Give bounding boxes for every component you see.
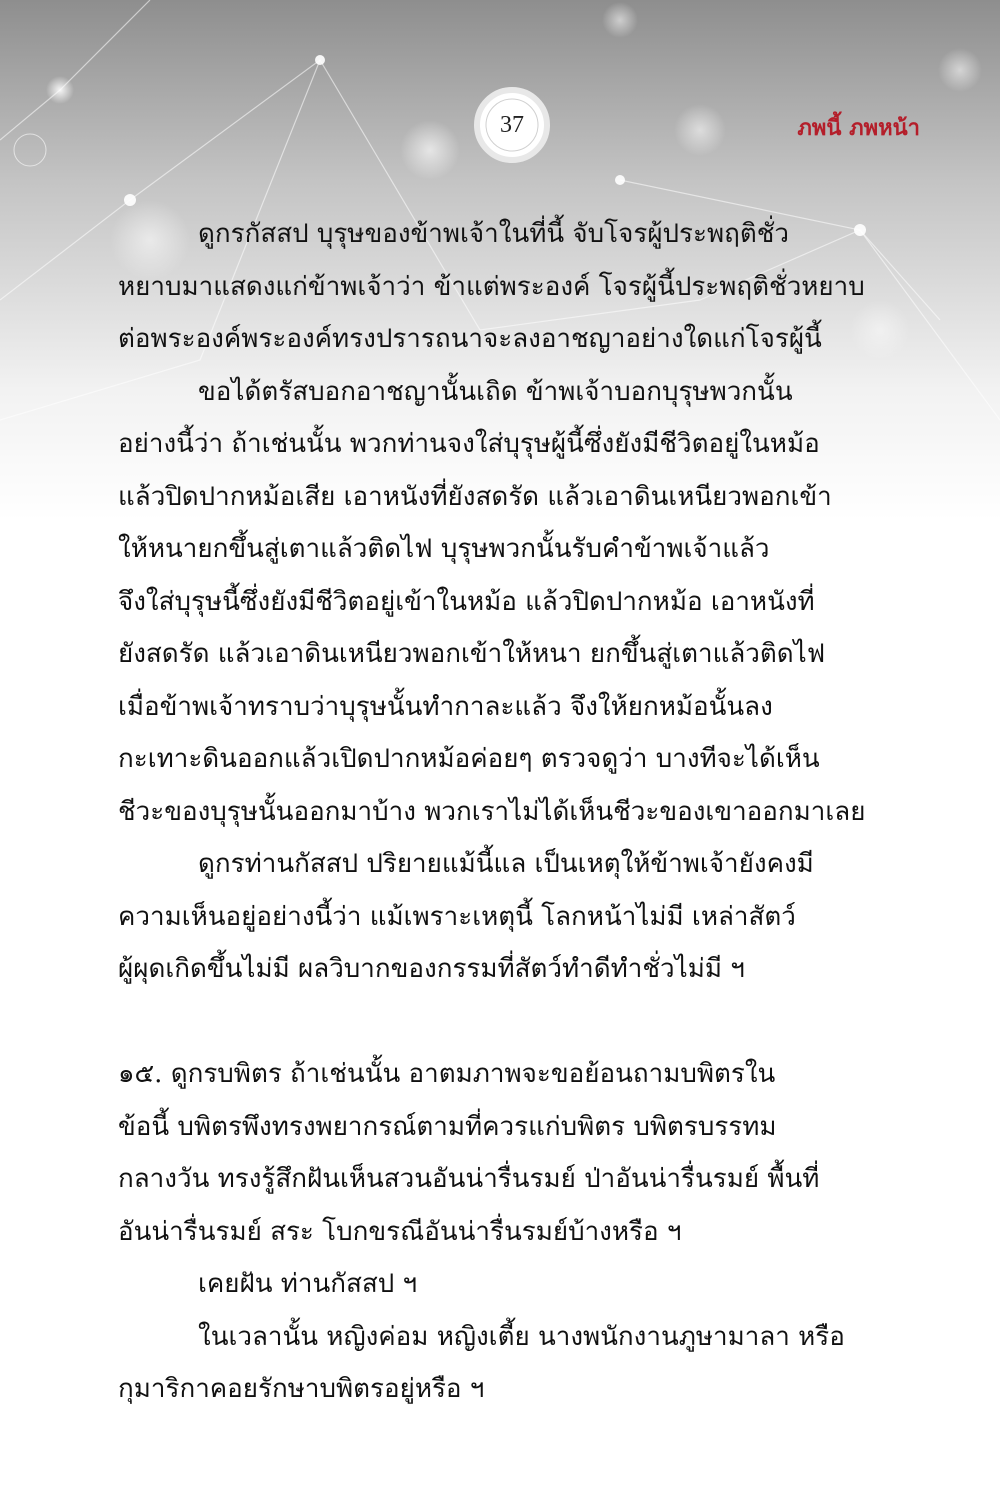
text-line: ต่อพระองค์พระองค์ทรงปรารถนาจะลงอาชญาอย่างใดแก่โจรผู้นี้ (118, 324, 822, 354)
text-line: กลางวัน ทรงรู้สึกฝันเห็นสวนอันน่ารื่นรมย์ ป่าอันน่ารื่นรมย์ พื้นที่ (118, 1164, 820, 1194)
text-line: อันน่ารื่นรมย์ สระ โบกขรณีอันน่ารื่นรมย์บ้างหรือ ฯ (118, 1216, 682, 1247)
body-text (118, 208, 918, 1416)
text-line: ให้หนายกขึ้นสู่เตาแล้วติดไฟ บุรุษพวกนั้นรับคำข้าพเจ้าแล้ว (118, 534, 770, 564)
text-line: ชีวะของบุรุษนั้นออกมาบ้าง พวกเราไม่ได้เห็นชีวะของเขาออกมาเลย (118, 796, 866, 827)
text-line: กะเทาะดินออกแล้วเปิดปากหม้อค่อยๆ ตรวจดูว่า บางทีจะได้เห็น (118, 744, 820, 774)
paragraph-gap (118, 996, 918, 1049)
text-line: ข้อนี้ บพิตรพึงทรงพยากรณ์ตามที่ควรแก่บพิตร บพิตรบรรทม (118, 1111, 777, 1142)
text-line: ผู้ผุดเกิดขึ้นไม่มี ผลวิบากของกรรมที่สัตว์ทำดีทำชั่วไม่มี ฯ (118, 954, 745, 984)
text-line: หยาบมาแสดงแก่ข้าพเจ้าว่า ข้าแต่พระองค์ โจรผู้นี้ประพฤติชั่วหยาบ (118, 271, 865, 302)
text-line: ขอได้ตรัสบอกอาชญานั้นเถิด ข้าพเจ้าบอกบุรุษพวกนั้น (198, 376, 793, 407)
text-line: ๑๕. ดูกรบพิตร ถ้าเช่นนั้น อาตมภาพจะขอย้อนถามบพิตรใน (118, 1059, 776, 1089)
text-line: เคยฝัน ท่านกัสสป ฯ (198, 1269, 418, 1299)
running-title: ภพนี้ ภพหน้า (797, 115, 920, 141)
text-line: ดูกรกัสสป บุรุษของข้าพเจ้าในที่นี้ จับโจรผู้ประพฤติชั่ว (198, 219, 789, 249)
text-line: เมื่อข้าพเจ้าทราบว่าบุรุษนั้นทำกาละแล้ว จึงให้ยกหม้อนั้นลง (118, 691, 773, 722)
text-line: ยังสดรัด แล้วเอาดินเหนียวพอกเข้าให้หนา ยกขึ้นสู่เตาแล้วติดไฟ (118, 639, 826, 669)
page-number: 37 (500, 112, 524, 138)
text-line: จึงใส่บุรุษนี้ซึ่งยังมีชีวิตอยู่เข้าในหม้อ แล้วปิดปากหม้อ เอาหนังที่ (118, 586, 815, 617)
text-line: ความเห็นอยู่อย่างนี้ว่า แม้เพราะเหตุนี้ โลกหน้าไม่มี เหล่าสัตว์ (118, 901, 796, 932)
text-line: แล้วปิดปากหม้อเสีย เอาหนังที่ยังสดรัด แล้วเอาดินเหนียวพอกเข้า (118, 481, 832, 512)
text-line: อย่างนี้ว่า ถ้าเช่นนั้น พวกท่านจงใส่บุรุษผู้นี้ซึ่งยังมีชีวิตอยู่ในหม้อ (118, 429, 820, 459)
text-line: ในเวลานั้น หญิงค่อม หญิงเตี้ย นางพนักงานภูษามาลา หรือ (198, 1321, 845, 1352)
text-line: ดูกรท่านกัสสป ปริยายแม้นี้แล เป็นเหตุให้ข้าพเจ้ายังคงมี (198, 849, 814, 879)
text-line: กุมาริกาคอยรักษาบพิตรอยู่หรือ ฯ (118, 1374, 485, 1404)
